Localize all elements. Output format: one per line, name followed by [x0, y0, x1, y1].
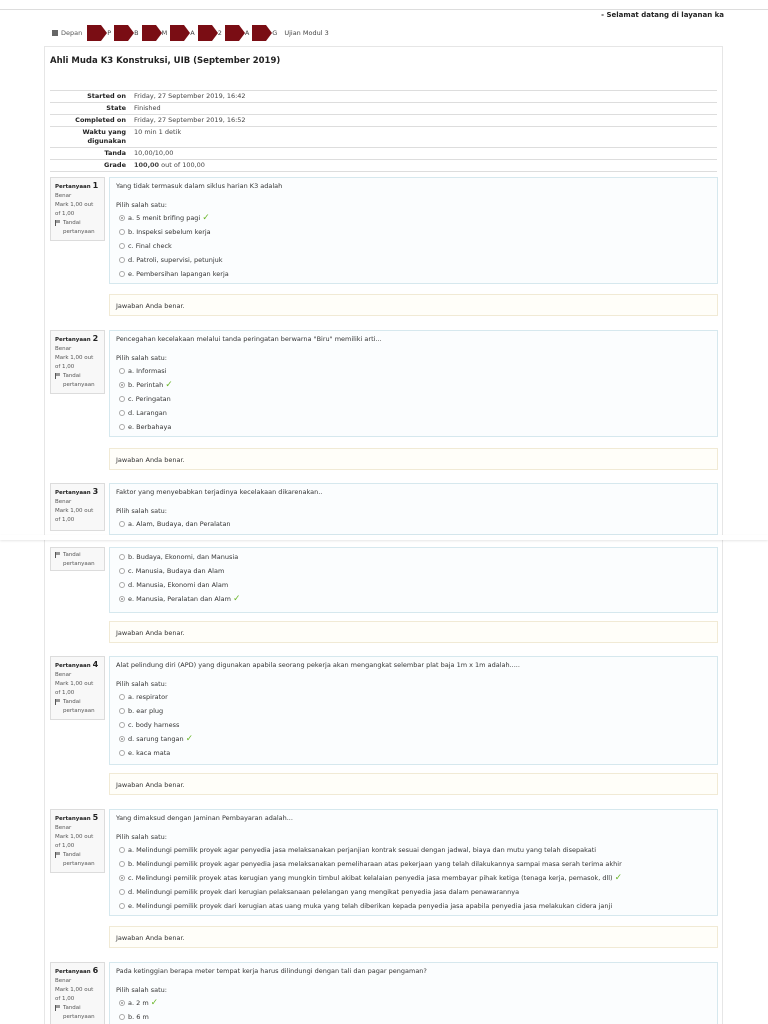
question-text: Faktor yang menyebabkan terjadinya kecelakaan dikarenakan..: [116, 488, 323, 496]
flag-icon: [55, 699, 60, 705]
summary-row: [50, 127, 717, 148]
breadcrumb-item-label[interactable]: A: [190, 29, 195, 37]
breadcrumb-current: Ujian Modul 3: [284, 29, 329, 37]
question-label: Pertanyaan: [55, 816, 91, 822]
question-status: Benar: [55, 346, 72, 352]
question-info: [50, 809, 105, 873]
question-formulation: [109, 809, 718, 916]
summary-row: [50, 160, 717, 172]
question-number: [55, 181, 100, 192]
breadcrumb-home[interactable]: [52, 29, 82, 37]
option-label[interactable]: c. Peringatan: [128, 395, 171, 403]
breadcrumb-item-label[interactable]: A: [244, 29, 250, 37]
option-label[interactable]: b. 6 m: [128, 1013, 149, 1021]
breadcrumb-item-label[interactable]: 2: [217, 29, 222, 37]
summary-row: [50, 103, 717, 115]
breadcrumb-arrow: [170, 25, 184, 41]
top-divider: [0, 9, 768, 10]
answer-prompt: Pilih salah satu:: [116, 680, 167, 688]
question-number-value: 5: [92, 813, 99, 822]
answer-option[interactable]: [116, 690, 711, 704]
radio-button[interactable]: [119, 554, 125, 560]
question-info: [50, 656, 105, 720]
question-number-value: 1: [92, 181, 99, 190]
page-break: [0, 535, 768, 540]
answer-option[interactable]: [116, 392, 711, 406]
flag-icon: [55, 552, 60, 558]
option-label[interactable]: d. sarung tangan: [128, 735, 184, 743]
summary-label: Completed on: [50, 115, 130, 127]
radio-button[interactable]: [119, 396, 125, 402]
breadcrumb-item[interactable]: [198, 25, 223, 41]
breadcrumb-arrow: [252, 25, 266, 41]
answer-option[interactable]: [116, 211, 711, 225]
check-icon: ✓: [165, 380, 173, 390]
radio-button[interactable]: [119, 875, 125, 881]
option-label[interactable]: d. Patroli, supervisi, petunjuk: [128, 256, 223, 264]
summary-label: Grade: [50, 160, 130, 172]
breadcrumb-item[interactable]: [170, 25, 195, 41]
option-label[interactable]: d. Larangan: [128, 409, 167, 417]
answer-option[interactable]: [116, 746, 711, 760]
question-number-value: 4: [92, 660, 99, 669]
breadcrumb-item[interactable]: [114, 25, 139, 41]
question-mark: Mark 1,00 out of 1,00: [55, 987, 94, 1002]
option-label[interactable]: e. Berbahaya: [128, 423, 172, 431]
answer-option[interactable]: [116, 406, 711, 420]
breadcrumb-item-label[interactable]: P: [107, 29, 112, 37]
grade-value: 100,00: [134, 161, 160, 169]
answer-option[interactable]: [116, 871, 711, 885]
option-label[interactable]: c. Manusia, Budaya dan Alam: [128, 567, 225, 575]
question-number: [55, 660, 100, 671]
attempt-summary-table: [50, 90, 717, 172]
answer-option[interactable]: [116, 225, 711, 239]
question-number-value: 6: [92, 966, 99, 975]
breadcrumb-arrow: [225, 25, 239, 41]
question-mark: Mark 1,00 out of 1,00: [55, 681, 94, 696]
check-icon: ✓: [614, 873, 623, 883]
answer-option[interactable]: [116, 578, 711, 592]
radio-button[interactable]: [119, 1000, 125, 1006]
question-feedback: Jawaban Anda benar.: [109, 621, 718, 643]
summary-row: [50, 115, 717, 127]
answer-option[interactable]: [116, 996, 711, 1010]
option-label[interactable]: a. Alam, Budaya, dan Peralatan: [128, 520, 231, 528]
radio-button[interactable]: [119, 382, 125, 388]
question-status: Benar: [55, 499, 72, 505]
flag-question[interactable]: [55, 698, 100, 716]
flag-icon: [55, 852, 60, 858]
radio-button[interactable]: [119, 243, 125, 249]
flag-question[interactable]: [55, 1004, 100, 1022]
answer-prompt: Pilih salah satu:: [116, 986, 167, 994]
answer-option[interactable]: [116, 732, 711, 746]
question-formulation: [109, 483, 718, 535]
radio-button[interactable]: [119, 521, 125, 527]
flag-question[interactable]: [55, 219, 100, 237]
option-label[interactable]: d. Manusia, Ekonomi dan Alam: [128, 581, 229, 589]
check-icon: ✓: [185, 734, 194, 744]
option-label[interactable]: c. Melindungi pemilik proyek atas kerugian yang mungkin timbul akibat kelalaian penyedia jasa membayar pihak ketiga (tenaga kerja, pemasok, dll): [128, 874, 613, 882]
question-formulation: [109, 330, 718, 437]
answer-option[interactable]: [116, 885, 711, 899]
radio-button[interactable]: [119, 903, 125, 909]
answer-option[interactable]: [116, 239, 711, 253]
question-mark: Mark 1,00 out of 1,00: [55, 202, 94, 217]
flag-icon: [55, 220, 60, 226]
grade-total: out of 100,00: [159, 161, 205, 169]
question-feedback: Jawaban Anda benar.: [109, 294, 718, 316]
answer-option[interactable]: [116, 1010, 711, 1024]
option-label[interactable]: a. 2 m: [128, 999, 149, 1007]
question-text: Alat pelindung diri (APD) yang digunakan apabila seorang pekerja akan mengangkat selembar plat baja 1m x 1m adalah.....: [116, 661, 520, 669]
answer-option[interactable]: [116, 899, 711, 913]
question-formulation: [109, 547, 718, 613]
answer-option[interactable]: [116, 420, 711, 434]
option-label[interactable]: e. Manusia, Peralatan dan Alam: [128, 595, 231, 603]
answer-option[interactable]: [116, 517, 711, 531]
summary-label: State: [50, 103, 130, 115]
question-number: [55, 966, 100, 977]
question-label: Pertanyaan: [55, 337, 91, 343]
question-status: Benar: [55, 978, 72, 984]
flag-label[interactable]: Tandai pertanyaan: [63, 699, 95, 714]
answer-option[interactable]: [116, 857, 711, 871]
option-label[interactable]: d. Melindungi pemilik proyek dari kerugian pelaksanaan pelelangan yang mengikat penyedia jasa dalam penawarannya: [128, 888, 520, 896]
breadcrumb-arrow: [142, 25, 156, 41]
breadcrumb-item[interactable]: [142, 25, 169, 41]
question-info: [50, 483, 105, 531]
question-number: [55, 334, 100, 345]
check-icon: ✓: [232, 594, 241, 604]
question-feedback: Jawaban Anda benar.: [109, 926, 718, 948]
question-label: Pertanyaan: [55, 490, 91, 496]
answer-option[interactable]: [116, 564, 711, 578]
flag-icon: [55, 1005, 60, 1011]
answer-option[interactable]: [116, 253, 711, 267]
option-label[interactable]: a. Melindungi pemilik proyek agar penyedia jasa melaksanakan perjanjian kontrak sesuai dengan jadwal, biaya dan mutu yang telah disepakati: [128, 846, 597, 854]
breadcrumb-arrow: [87, 25, 101, 41]
option-label[interactable]: c. body harness: [128, 721, 180, 729]
question-info: [50, 962, 105, 1024]
flag-icon: [55, 373, 60, 379]
radio-button[interactable]: [119, 889, 125, 895]
summary-value: [130, 160, 717, 172]
radio-button[interactable]: [119, 568, 125, 574]
option-label[interactable]: c. Final check: [128, 242, 172, 250]
answer-option[interactable]: [116, 267, 711, 281]
breadcrumb-item-label[interactable]: M: [161, 29, 168, 37]
question-mark: Mark 1,00 out of 1,00: [55, 355, 94, 370]
question-text: Pencegahan kecelakaan melalui tanda peringatan berwarna "Biru" memiliki arti...: [116, 335, 382, 343]
radio-button[interactable]: [119, 750, 125, 756]
question-formulation: [109, 656, 718, 765]
option-label[interactable]: b. Inspeksi sebelum kerja: [128, 228, 211, 236]
question-status: Benar: [55, 193, 72, 199]
flag-label[interactable]: Tandai pertanyaan: [63, 373, 95, 388]
radio-button[interactable]: [119, 847, 125, 853]
answer-option[interactable]: [116, 550, 711, 564]
check-icon: ✓: [150, 998, 159, 1008]
breadcrumb-item[interactable]: [87, 25, 112, 41]
radio-button[interactable]: [119, 861, 125, 867]
radio-button[interactable]: [119, 410, 125, 416]
question-info: [50, 330, 105, 394]
flag-question[interactable]: [55, 551, 100, 569]
answer-option[interactable]: [116, 592, 711, 606]
option-label[interactable]: b. Perintah: [128, 381, 164, 389]
question-text: Yang tidak termasuk dalam siklus harian K3 adalah: [116, 182, 283, 190]
question-status: Benar: [55, 672, 72, 678]
welcome-text: - Selamat datang di layanan ka: [601, 11, 724, 19]
summary-value: 10 min 1 detik: [130, 127, 717, 148]
answer-prompt: Pilih salah satu:: [116, 201, 167, 209]
flag-question[interactable]: [55, 372, 100, 390]
question-text: Yang dimaksud dengan Jaminan Pembayaran adalah...: [116, 814, 293, 822]
breadcrumb-item[interactable]: [252, 25, 278, 41]
question-number-value: 2: [92, 334, 99, 343]
option-label[interactable]: b. ear plug: [128, 707, 164, 715]
summary-value: Friday, 27 September 2019, 16:52: [130, 115, 717, 127]
option-label[interactable]: a. respirator: [128, 693, 168, 701]
radio-button[interactable]: [119, 257, 125, 263]
answer-option[interactable]: [116, 718, 711, 732]
flag-label[interactable]: Tandai pertanyaan: [63, 852, 95, 867]
breadcrumb-item-label[interactable]: B: [134, 29, 139, 37]
question-status: Benar: [55, 825, 72, 831]
breadcrumb-arrow: [198, 25, 212, 41]
option-label[interactable]: a. Informasi: [128, 367, 167, 375]
check-icon: ✓: [202, 213, 210, 223]
radio-button[interactable]: [119, 229, 125, 235]
answer-option[interactable]: [116, 364, 711, 378]
radio-button[interactable]: [119, 215, 125, 221]
summary-value: Friday, 27 September 2019, 16:42: [130, 91, 717, 103]
breadcrumb: [52, 25, 329, 41]
question-number-value: 3: [92, 487, 99, 496]
summary-label: Started on: [50, 91, 130, 103]
summary-value: Finished: [130, 103, 717, 115]
flag-question[interactable]: [55, 851, 100, 869]
radio-button[interactable]: [119, 368, 125, 374]
summary-row: [50, 91, 717, 103]
flag-label[interactable]: Tandai pertanyaan: [63, 220, 95, 235]
radio-button[interactable]: [119, 596, 125, 602]
home-icon: [52, 30, 58, 36]
question-info: [50, 177, 105, 241]
breadcrumb-item[interactable]: [225, 25, 250, 41]
question-label: Pertanyaan: [55, 184, 91, 190]
option-label[interactable]: b. Budaya, Ekonomi, dan Manusia: [128, 553, 239, 561]
question-label: Pertanyaan: [55, 663, 91, 669]
answer-option[interactable]: [116, 843, 711, 857]
answer-option[interactable]: [116, 704, 711, 718]
summary-row: [50, 148, 717, 160]
question-formulation: [109, 962, 718, 1024]
option-label[interactable]: e. Melindungi pemilik proyek dari kerugian atas uang muka yang telah diberikan kepada penyedia jasa apabila penyedia jasa melakukan cidera janji: [128, 902, 613, 910]
summary-value: 10,00/10,00: [130, 148, 717, 160]
radio-button[interactable]: [119, 708, 125, 714]
flag-label[interactable]: Tandai pertanyaan: [63, 1005, 95, 1020]
page-title: Ahli Muda K3 Konstruksi, UIB (September 2019): [50, 56, 281, 66]
question-mark: Mark 1,00 out of 1,00: [55, 508, 94, 523]
breadcrumb-arrow: [114, 25, 128, 41]
option-label[interactable]: e. kaca mata: [128, 749, 171, 757]
question-info: [50, 547, 105, 571]
option-label[interactable]: b. Melindungi pemilik proyek agar penyedia jasa melaksanakan pemeliharaan atas pekerjaan yang telah dilakukannya sampai masa serah terima akhir: [128, 860, 622, 868]
radio-button[interactable]: [119, 736, 125, 742]
breadcrumb-item-label[interactable]: G: [272, 29, 278, 37]
flag-label[interactable]: Tandai pertanyaan: [63, 552, 95, 567]
option-label[interactable]: a. 5 menit brifing pagi: [128, 214, 201, 222]
answer-prompt: Pilih salah satu:: [116, 833, 167, 841]
option-label[interactable]: e. Pembersihan lapangan kerja: [128, 270, 229, 278]
radio-button[interactable]: [119, 694, 125, 700]
question-mark: Mark 1,00 out of 1,00: [55, 834, 94, 849]
radio-button[interactable]: [119, 1014, 125, 1020]
radio-button[interactable]: [119, 582, 125, 588]
question-feedback: Jawaban Anda benar.: [109, 773, 718, 795]
summary-label: Waktu yang digunakan: [50, 127, 130, 148]
question-formulation: [109, 177, 718, 284]
radio-button[interactable]: [119, 271, 125, 277]
breadcrumb-home-label[interactable]: Depan: [61, 29, 83, 37]
question-label: Pertanyaan: [55, 969, 91, 975]
question-number: [55, 487, 100, 498]
answer-option[interactable]: [116, 378, 711, 392]
answer-prompt: Pilih salah satu:: [116, 507, 167, 515]
answer-prompt: Pilih salah satu:: [116, 354, 167, 362]
summary-label: Tanda: [50, 148, 130, 160]
question-feedback: Jawaban Anda benar.: [109, 448, 718, 470]
radio-button[interactable]: [119, 722, 125, 728]
question-text: Pada ketinggian berapa meter tempat kerja harus dilindungi dengan tali dan pagar pengaman?: [116, 967, 427, 975]
radio-button[interactable]: [119, 424, 125, 430]
question-number: [55, 813, 100, 824]
